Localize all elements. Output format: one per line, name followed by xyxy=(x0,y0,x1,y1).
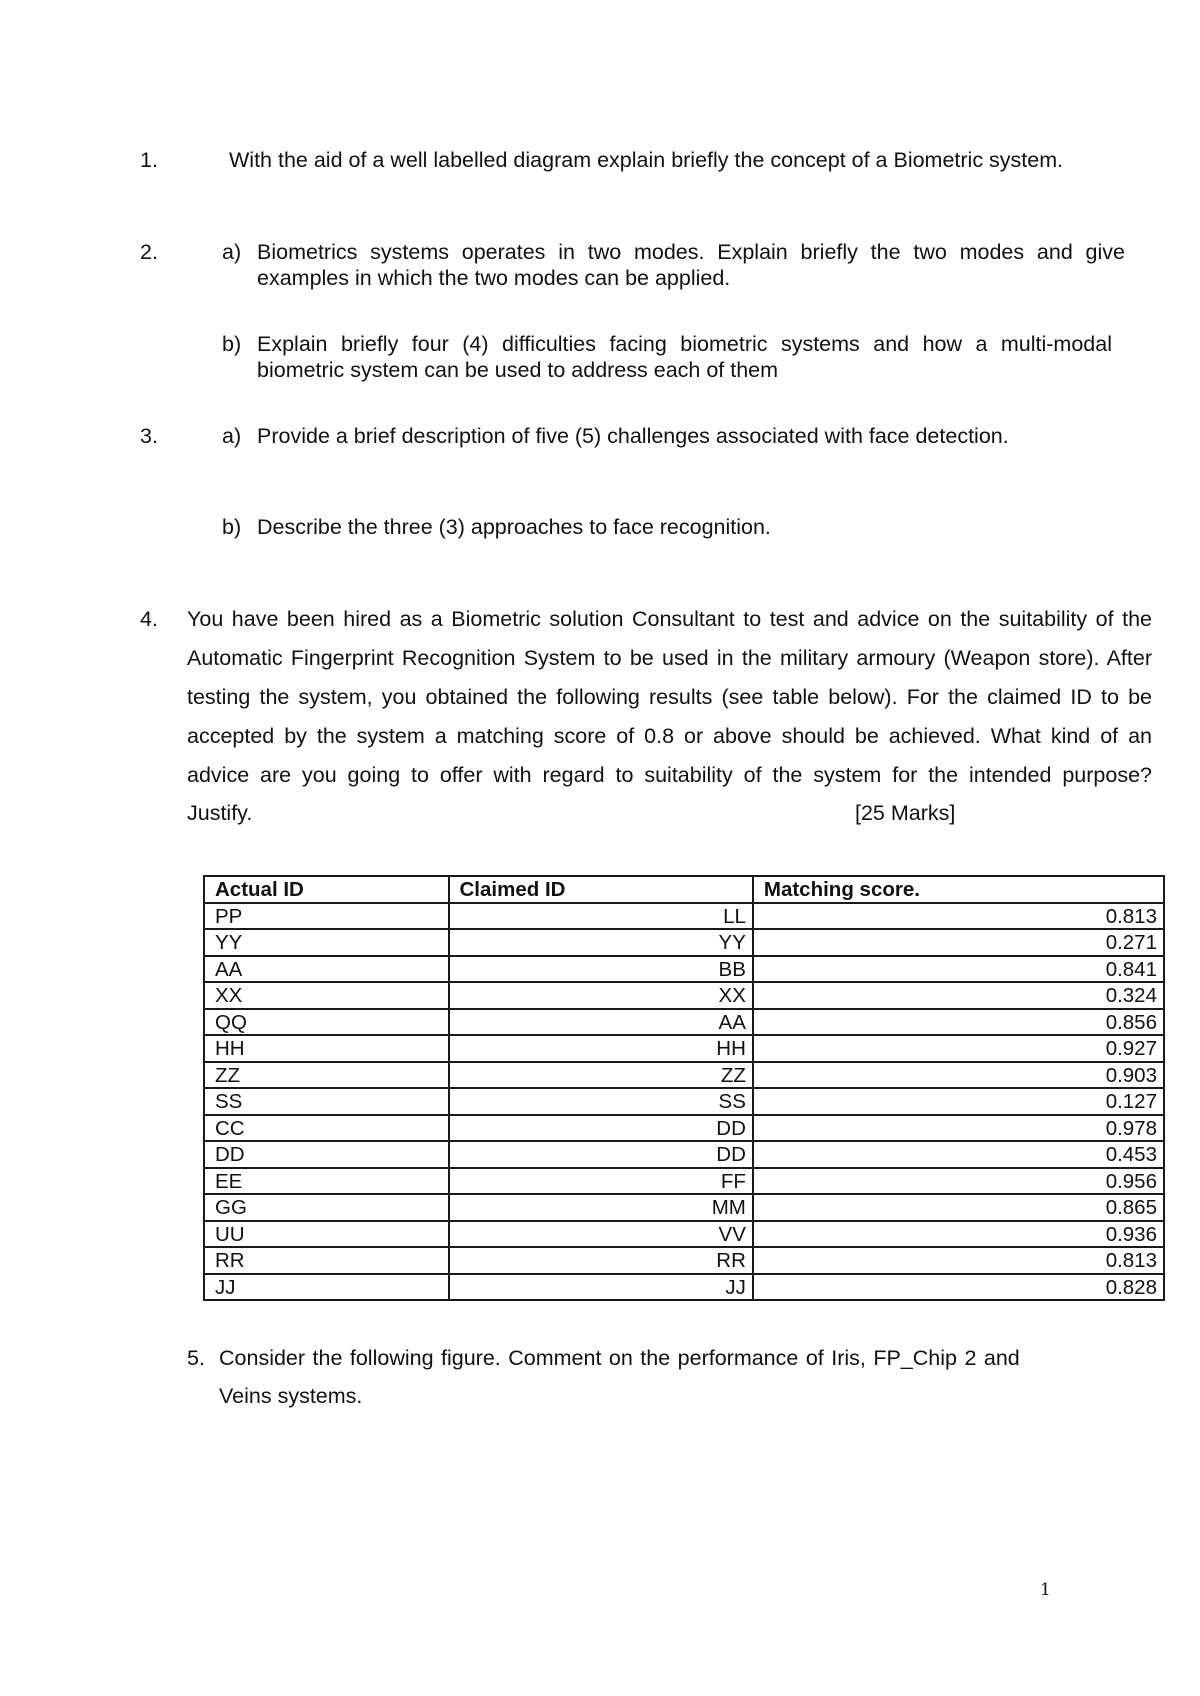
q4-line-2: Automatic Fingerprint Recognition System to be used in the military armoury (Weapon store). After xyxy=(187,646,1152,670)
header-claimed-id: Claimed ID xyxy=(449,876,753,903)
actual-id-cell: JJ xyxy=(204,1274,449,1301)
table-row xyxy=(204,956,1164,983)
q5-line1: Consider the following figure. Comment on the performance of Iris, FP_Chip 2 and xyxy=(219,1346,1020,1370)
claimed-id-cell: DD xyxy=(449,1141,753,1168)
claimed-id-cell: AA xyxy=(449,1009,753,1036)
claimed-id-cell: BB xyxy=(449,956,753,983)
q4-line-5: advice are you going to offer with regard to suitability of the system for the intended purpose? xyxy=(187,763,1152,787)
header-matching-score: Matching score. xyxy=(753,876,1164,903)
table-row xyxy=(204,1088,1164,1115)
q3a-label: a) xyxy=(222,424,242,448)
table-row xyxy=(204,1194,1164,1221)
table-row xyxy=(204,1221,1164,1248)
q3a-text: Provide a brief description of five (5) challenges associated with face detection. xyxy=(257,424,1009,448)
q5-number: 5. xyxy=(187,1346,205,1370)
table-row xyxy=(204,1062,1164,1089)
actual-id-cell: DD xyxy=(204,1141,449,1168)
q2a-line1: Biometrics systems operates in two modes. Explain briefly the two modes and give xyxy=(257,240,1125,264)
actual-id-cell: UU xyxy=(204,1221,449,1248)
actual-id-cell: EE xyxy=(204,1168,449,1195)
q4-line-3: testing the system, you obtained the following results (see table below). For the claimed ID to be xyxy=(187,685,1152,709)
q1-text: With the aid of a well labelled diagram explain briefly the concept of a Biometric system. xyxy=(229,148,1064,172)
q2b-line2: biometric system can be used to address each of them xyxy=(257,358,779,382)
table-row xyxy=(204,1247,1164,1274)
matching-score-cell: 0.856 xyxy=(753,1009,1164,1036)
table-row xyxy=(204,1009,1164,1036)
matching-score-cell: 0.453 xyxy=(753,1141,1164,1168)
q3b-text: Describe the three (3) approaches to face recognition. xyxy=(257,515,771,539)
actual-id-cell: SS xyxy=(204,1088,449,1115)
q2a-label: a) xyxy=(222,240,242,264)
matching-score-cell: 0.828 xyxy=(753,1274,1164,1301)
q3-number: 3. xyxy=(140,424,158,448)
actual-id-cell: RR xyxy=(204,1247,449,1274)
table-row xyxy=(204,903,1164,930)
matching-score-cell: 0.324 xyxy=(753,982,1164,1009)
q1-number: 1. xyxy=(140,148,158,172)
claimed-id-cell: FF xyxy=(449,1168,753,1195)
actual-id-cell: ZZ xyxy=(204,1062,449,1089)
claimed-id-cell: SS xyxy=(449,1088,753,1115)
actual-id-cell: AA xyxy=(204,956,449,983)
matching-score-cell: 0.903 xyxy=(753,1062,1164,1089)
q4-last-line: Justify. xyxy=(187,801,253,825)
matching-score-cell: 0.813 xyxy=(753,1247,1164,1274)
actual-id-cell: XX xyxy=(204,982,449,1009)
claimed-id-cell: MM xyxy=(449,1194,753,1221)
table-row xyxy=(204,1035,1164,1062)
matching-score-cell: 0.956 xyxy=(753,1168,1164,1195)
table-row xyxy=(204,1115,1164,1142)
matching-score-cell: 0.978 xyxy=(753,1115,1164,1142)
table-row xyxy=(204,929,1164,956)
claimed-id-cell: XX xyxy=(449,982,753,1009)
actual-id-cell: YY xyxy=(204,929,449,956)
matching-score-cell: 0.927 xyxy=(753,1035,1164,1062)
actual-id-cell: CC xyxy=(204,1115,449,1142)
matching-score-cell: 0.865 xyxy=(753,1194,1164,1221)
matching-score-cell: 0.813 xyxy=(753,903,1164,930)
table-row xyxy=(204,1141,1164,1168)
claimed-id-cell: HH xyxy=(449,1035,753,1062)
q4-line-1: You have been hired as a Biometric solution Consultant to test and advice on the suitability of the xyxy=(187,607,1152,631)
q4-line-4: accepted by the system a matching score of 0.8 or above should be achieved. What kind of an xyxy=(187,724,1152,748)
page-number: 1 xyxy=(1040,1580,1051,1600)
actual-id-cell: HH xyxy=(204,1035,449,1062)
q4-marks: [25 Marks] xyxy=(855,801,956,825)
claimed-id-cell: DD xyxy=(449,1115,753,1142)
q4-number: 4. xyxy=(140,607,158,631)
matching-score-cell: 0.841 xyxy=(753,956,1164,983)
q2a-line2: examples in which the two modes can be applied. xyxy=(257,266,731,290)
q2b-line1: Explain briefly four (4) difficulties facing biometric systems and how a multi-modal xyxy=(257,332,1112,356)
table-header-row xyxy=(204,876,1164,903)
table-row xyxy=(204,982,1164,1009)
table-row xyxy=(204,1168,1164,1195)
matching-score-cell: 0.127 xyxy=(753,1088,1164,1115)
matching-score-cell: 0.271 xyxy=(753,929,1164,956)
q2-number: 2. xyxy=(140,240,158,264)
header-actual-id: Actual ID xyxy=(204,876,449,903)
claimed-id-cell: ZZ xyxy=(449,1062,753,1089)
actual-id-cell: GG xyxy=(204,1194,449,1221)
actual-id-cell: QQ xyxy=(204,1009,449,1036)
claimed-id-cell: VV xyxy=(449,1221,753,1248)
table-row xyxy=(204,1274,1164,1301)
claimed-id-cell: LL xyxy=(449,903,753,930)
q5-line2: Veins systems. xyxy=(219,1384,363,1408)
actual-id-cell: PP xyxy=(204,903,449,930)
matching-score-table xyxy=(203,875,1165,1301)
claimed-id-cell: RR xyxy=(449,1247,753,1274)
matching-score-cell: 0.936 xyxy=(753,1221,1164,1248)
claimed-id-cell: JJ xyxy=(449,1274,753,1301)
q3b-label: b) xyxy=(222,515,242,539)
claimed-id-cell: YY xyxy=(449,929,753,956)
q2b-label: b) xyxy=(222,332,242,356)
